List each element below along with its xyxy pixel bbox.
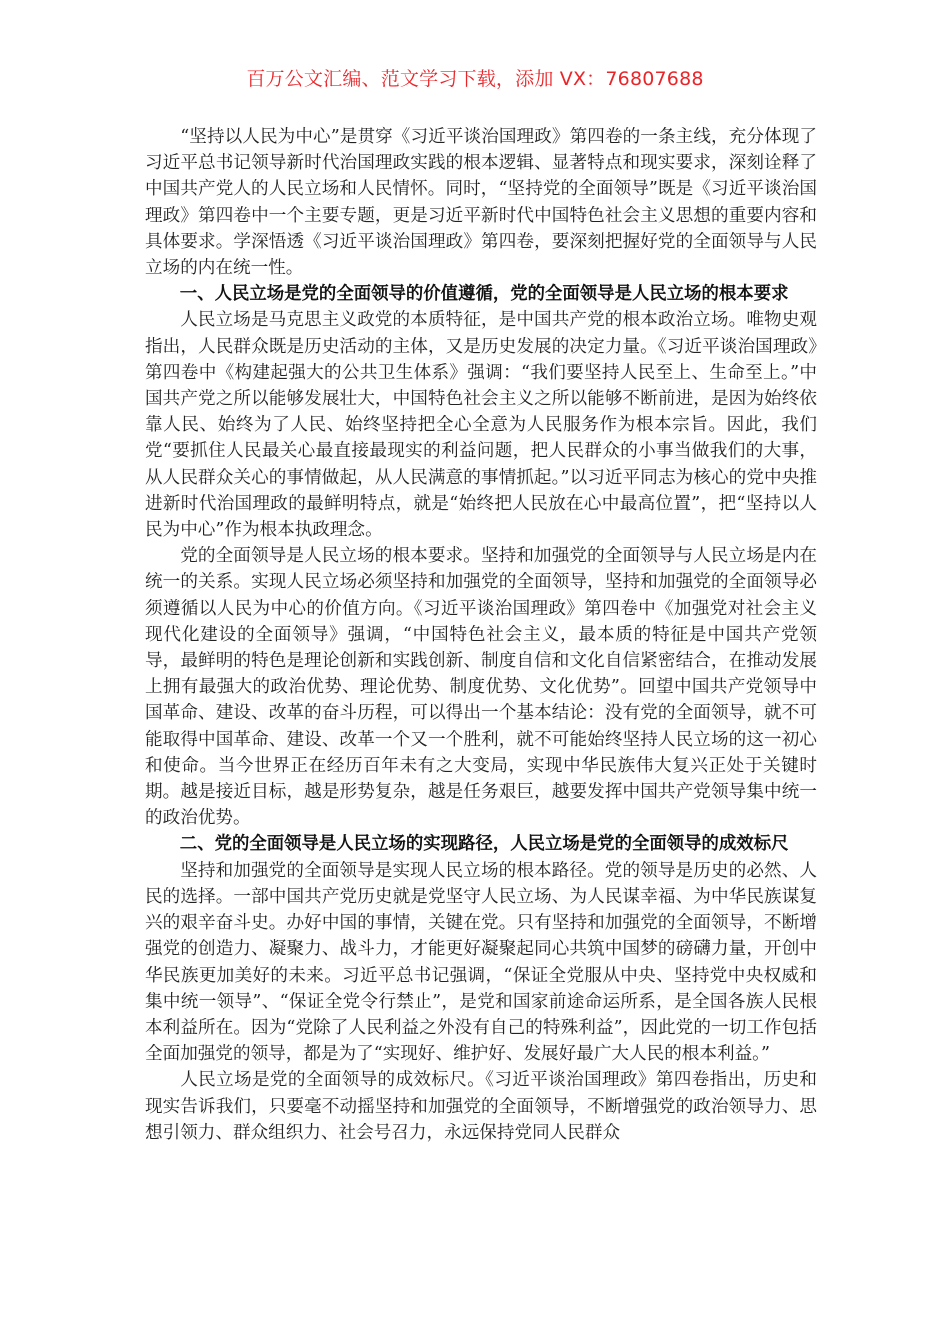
intro-paragraph: “坚持以人民为中心”是贯穿《习近平谈治国理政》第四卷的一条主线，充分体现了习近平总书记领导新时代治国理政实践的根本逻辑、显著特点和现实要求，深刻诠释了中国共产党人的人民立场和人民情怀。同时，“坚持党的全面领导”既是《习近平谈治国理政》第四卷中一个主要专题，更是习近平新时代中国特色社会主义思想的重要内容和具体要求。学深悟透《习近平谈治国理政》第四卷，要深刻把握好党的全面领导与人民立场的内在统一性。 <box>145 127 817 279</box>
promo-banner: 百万公文汇编、范文学习下载，添加 VX：76807688 <box>246 68 704 90</box>
section-2-paragraph-1: 坚持和加强党的全面领导是实现人民立场的根本路径。党的领导是历史的必然、人民的选择。一部中国共产党历史就是党坚守人民立场、为人民谋幸福、为中华民族谋复兴的艰辛奋斗史。办好中国的事情，关键在党。只有坚持和加强党的全面领导，不断增强党的创造力、凝聚力、战斗力，才能更好凝聚起同心共筑中国梦的磅礴力量，开创中华民族更加美好的未来。习近平总书记强调，“保证全党服从中央、坚持党中央权威和集中统一领导”、“保证全党令行禁止”，是党和国家前途命运所系，是全国各族人民根本利益所在。因为“党除了人民利益之外没有自己的特殊利益”，因此党的一切工作包括全面加强党的领导，都是为了“实现好、维护好、发展好最广大人民的根本利益。” <box>145 860 817 1065</box>
section-heading-1: 一、人民立场是党的全面领导的价值遵循，党的全面领导是人民立场的根本要求 <box>179 284 789 305</box>
section-2-paragraph-2: 人民立场是党的全面领导的成效标尺。《习近平谈治国理政》第四卷指出，历史和现实告诉我们，只要毫不动摇坚持和加强党的全面领导，不断增强党的政治领导力、思想引领力、群众组织力、社会号召力，永远保持党同人民群众 <box>145 1070 817 1143</box>
document-body <box>145 124 817 1146</box>
section-heading-2: 二、党的全面领导是人民立场的实现路径，人民立场是党的全面领导的成效标尺 <box>179 834 789 855</box>
section-1-paragraph-2: 党的全面领导是人民立场的根本要求。坚持和加强党的全面领导与人民立场是内在统一的关系。实现人民立场必须坚持和加强党的全面领导，坚持和加强党的全面领导必须遵循以人民为中心的价值方向。《习近平谈治国理政》第四卷中《加强党对社会主义现代化建设的全面领导》强调，“中国特色社会主义，最本质的特征是中国共产党领导，最鲜明的特色是理论创新和实践创新、制度自信和文化自信紧密结合，在推动发展上拥有最强大的政治优势、理论优势、制度优势、文化优势”。回望中国共产党领导中国革命、建设、改革的奋斗历程，可以得出一个基本结论：没有党的全面领导，就不可能取得中国革命、建设、改革一个又一个胜利，就不可能始终坚持人民立场的这一初心和使命。当今世界正在经历百年未有之大变局，实现中华民族伟大复兴正处于关键时期。越是接近目标，越是形势复杂，越是任务艰巨，越要发挥中国共产党领导集中统一的政治优势。 <box>145 546 817 829</box>
section-1-paragraph-1: 人民立场是马克思主义政党的本质特征，是中国共产党的根本政治立场。唯物史观指出，人民群众既是历史活动的主体，又是历史发展的决定力量。《习近平谈治国理政》第四卷中《构建起强大的公共卫生体系》强调：“我们要坚持人民至上、生命至上。”中国共产党之所以能够发展壮大，中国特色社会主义之所以能够不断前进，是因为始终依靠人民、始终为了人民、始终坚持把全心全意为人民服务作为根本宗旨。因此，我们党“要抓住人民最关心最直接最现实的利益问题，把人民群众的小事当做我们的大事，从人民群众关心的事情做起，从人民满意的事情抓起。”以习近平同志为核心的党中央推进新时代治国理政的最鲜明特点，就是“始终把人民放在心中最高位置”，把“坚持以人民为中心”作为根本执政理念。 <box>145 310 817 541</box>
